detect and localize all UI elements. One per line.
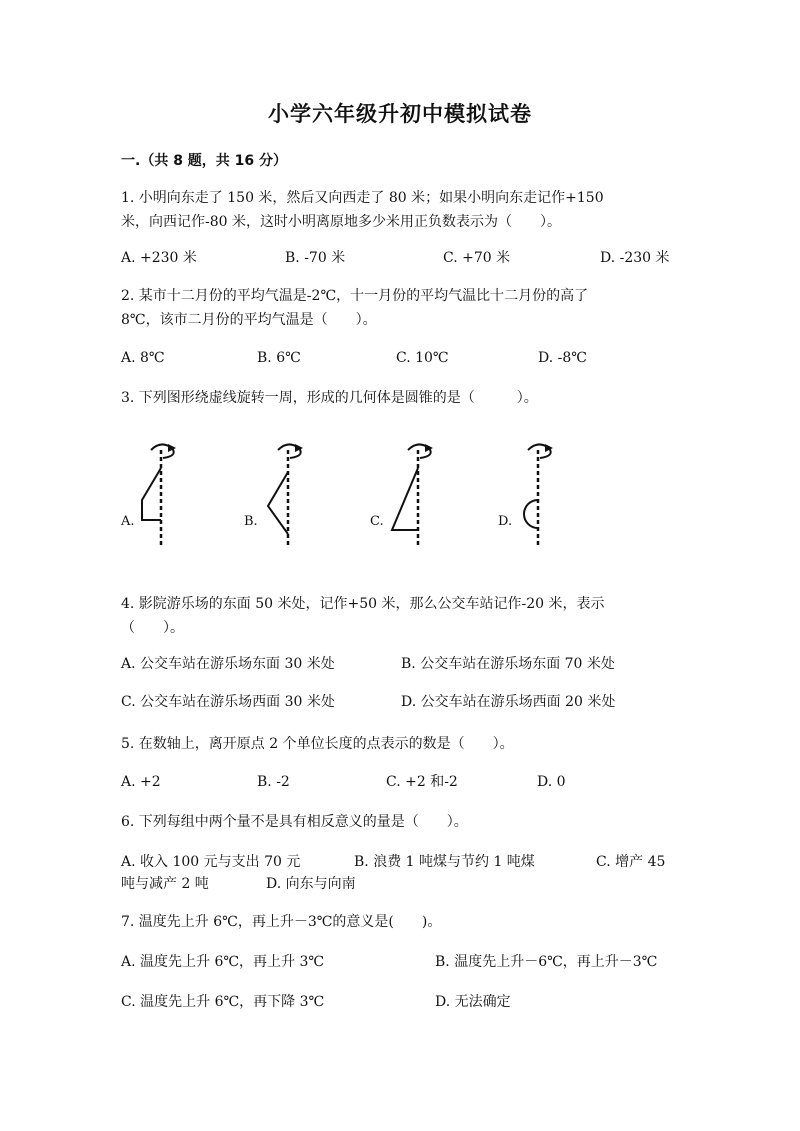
- q6-option-b[interactable]: B. 浪费 1 吨煤与节约 1 吨煤: [354, 854, 535, 870]
- section-heading: 一.（共 8 题，共 16 分）: [121, 153, 288, 169]
- question-6-line-1: 6. 下列每组中两个量不是具有相反意义的量是（ ）。: [121, 814, 468, 830]
- q7-option-d[interactable]: D. 无法确定: [435, 994, 511, 1010]
- q2-option-b[interactable]: B. 6℃: [257, 350, 301, 366]
- q6-option-a[interactable]: A. 收入 100 元与支出 70 元: [121, 854, 301, 870]
- q6-option-c[interactable]: C. 增产 45: [596, 854, 666, 870]
- q7-option-c[interactable]: C. 温度先上升 6℃，再下降 3℃: [121, 994, 325, 1010]
- q2-option-a[interactable]: A. 8℃: [121, 350, 165, 366]
- question-4-line-2: （ ）。: [121, 620, 184, 636]
- figure-b-label[interactable]: B.: [244, 514, 258, 529]
- question-4-line-1: 4. 影院游乐场的东面 50 米处，记作+50 米，那么公交车站记作-20 米，表示: [121, 596, 605, 612]
- page-title: 小学六年级升初中模拟试卷: [268, 102, 532, 126]
- q1-option-d[interactable]: D. -230 米: [600, 250, 670, 266]
- q2-option-c[interactable]: C. 10℃: [396, 350, 449, 366]
- question-7-text: [121, 910, 681, 934]
- q5-option-d[interactable]: D. 0: [537, 774, 566, 790]
- question-1-line-2: 米，向西记作-80 米，这时小明离原地多少米用正负数表示为（ ）。: [121, 214, 561, 230]
- question-4-text: [121, 592, 681, 640]
- question-2-line-1: 2. 某市十二月份的平均气温是-2℃，十一月份的平均气温比十二月份的高了: [121, 288, 589, 304]
- question-5-line-1: 5. 在数轴上，离开原点 2 个单位长度的点表示的数是（ ）。: [121, 736, 514, 752]
- q7-option-a[interactable]: A. 温度先上升 6℃，再上升 3℃: [121, 954, 325, 970]
- figure-c-label[interactable]: C.: [370, 514, 384, 529]
- figure-b-shape[interactable]: [266, 438, 326, 558]
- q4-option-c[interactable]: C. 公交车站在游乐场西面 30 米处: [121, 694, 335, 710]
- rotation-figures: [118, 438, 578, 558]
- figure-c-shape[interactable]: [384, 438, 444, 558]
- q6-option-c-continued[interactable]: 吨与减产 2 吨: [121, 876, 209, 892]
- question-7-line-1: 7. 温度先上升 6℃，再上升－3℃的意义是( )。: [121, 914, 442, 930]
- figure-a-shape[interactable]: [138, 438, 198, 558]
- q6-option-d[interactable]: D. 向东与向南: [266, 876, 356, 892]
- figure-a-label[interactable]: A.: [121, 514, 135, 529]
- q7-option-b[interactable]: B. 温度先上升－6℃，再上升－3℃: [435, 954, 658, 970]
- q2-option-d[interactable]: D. -8℃: [538, 350, 587, 366]
- question-3-line-1: 3. 下列图形绕虚线旋转一周，形成的几何体是圆锥的是（ ）。: [121, 390, 538, 406]
- figure-d-shape[interactable]: [510, 438, 570, 558]
- question-1-line-1: 1. 小明向东走了 150 米，然后又向西走了 80 米；如果小明向东走记作+150: [121, 190, 604, 206]
- q5-option-b[interactable]: B. -2: [257, 774, 290, 790]
- figure-d-label[interactable]: D.: [498, 514, 513, 529]
- q4-option-a[interactable]: A. 公交车站在游乐场东面 30 米处: [121, 656, 335, 672]
- q1-option-a[interactable]: A. +230 米: [121, 250, 197, 266]
- q4-option-d[interactable]: D. 公交车站在游乐场西面 20 米处: [401, 694, 616, 710]
- question-5-text: [121, 732, 681, 756]
- question-2-text: [121, 284, 681, 332]
- q5-option-c[interactable]: C. +2 和-2: [386, 774, 458, 790]
- q1-option-c[interactable]: C. +70 米: [443, 250, 511, 266]
- q1-option-b[interactable]: B. -70 米: [285, 250, 346, 266]
- q4-option-b[interactable]: B. 公交车站在游乐场东面 70 米处: [401, 656, 615, 672]
- question-2-line-2: 8℃，该市二月份的平均气温是（ ）。: [121, 312, 377, 328]
- question-1-text: [121, 186, 681, 234]
- question-6-text: [121, 810, 681, 834]
- question-3-text: [121, 386, 681, 410]
- q5-option-a[interactable]: A. +2: [121, 774, 161, 790]
